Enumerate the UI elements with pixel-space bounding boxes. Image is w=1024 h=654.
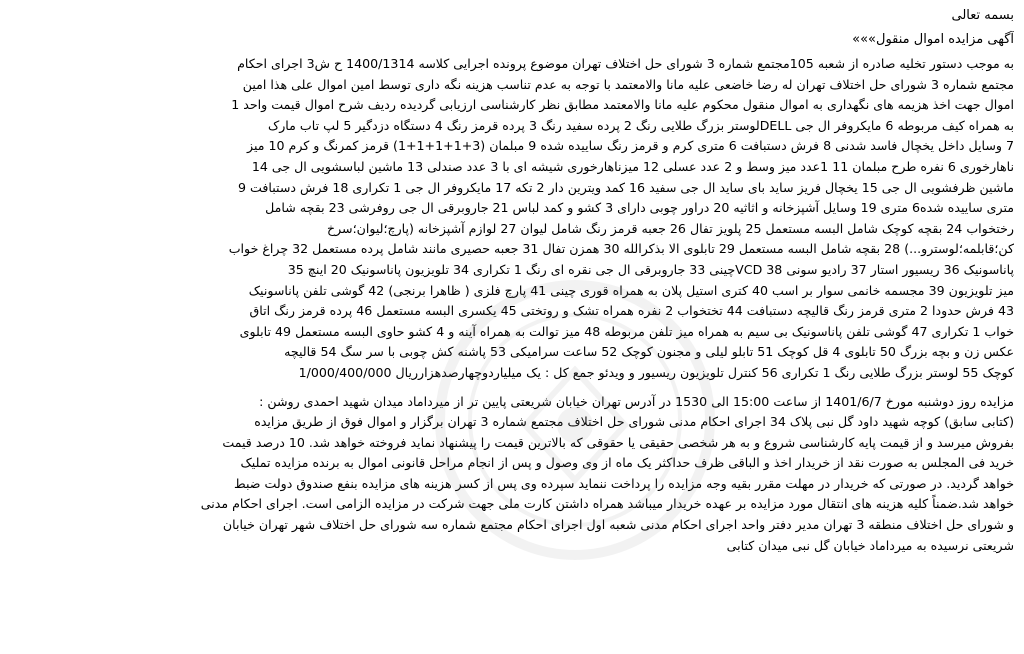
paragraph-line: 7 وسایل داخل یخچال فاسد شدنی 8 فرش دستبافت 6 متری کرم و قرمز رنگ ساییده شده 9 مبلمان (3+1+1+1+1) قرمز کمرنگ و کرم 10 میز <box>247 138 1014 154</box>
paragraph-line: بفروش میرسد و از قیمت پایه کارشناسی شروع و به هر شخصی حقیقی یا حقوقی که بالاترین قیمت را پیشنهاد نماید فروخته خواهد شد. 10 درصد قیمت <box>222 434 1014 450</box>
paragraph-line: و شورای حل اختلاف منطقه 3 تهران مدیر دفتر واحد اجرای احکام مدنی شعبه اول اجرای احکام مجتمع شماره سه شورای حل اختلاف شهر تهران خیابان <box>222 517 1014 533</box>
paragraph-line: خواب 1 تکراری 47 گوشی تلفن پاناسونیک بی سیم به همراه میز تلفن مربوطه 48 میز توالت به همراه آینه و 4 کشو حاوی البسه مستعمل 49 تابلوی <box>239 323 1014 339</box>
paragraph-line: خرید فی المجلس به صورت نقد از خریدار اخذ و الباقی ظرف حداکثر یک ماه از وی وصول و پس از انجام مراحل قانونی اموال به برنده مزایده تملیک <box>240 455 1014 471</box>
paragraph-line: به موجب دستور تخلیه صادره از شعبه 105مجتمع شماره 3 شورای حل اختلاف تهران موضوع پرونده اجرایی کلاسه 1400/1314 ح ش3 اجرای احکام <box>237 56 1014 71</box>
paragraph-line: (کتابی سابق) کوچه شهید داود گل نبی پلاک 34 اجرای احکام مدنی شورای حل اختلاف مجتمع شماره 3 تهران برگزار و اموال فوق از طریق مزایده <box>254 414 1014 430</box>
paragraph-line: عکس زن و بچه بزرگ 50 تابلوی 4 قل کوچک 51 تابلو لیلی و مجنون کوچک 52 ساعت سرامیکی 53 پاشنه کش چوبی با سر سگ 54 قالیچه <box>284 344 1014 360</box>
paragraph-line: متری ساییده شده6 متری 19 وسایل آشپزخانه و اثاثیه 20 دراور چوبی دارای 3 کشو و کمد لباس 21 جاروبرقی ال جی روفرشی 23 بقچه شامل <box>265 200 1014 216</box>
paragraph-line: میز تلویزیون 39 مجسمه خانمی سوار بر اسب 40 کتری استیل پلان به همراه قوری چینی 41 پارچ فلزی ( ظاهرا برنجی) 42 گوشی تلفن پاناسونیک <box>248 282 1014 298</box>
basmala-heading: بسمه تعالی <box>951 8 1014 23</box>
notice-paragraph-1 <box>10 54 1014 384</box>
paragraph-line: مجتمع شماره 3 شورای حل اختلاف تهران له رضا خاضعی علیه مانا والامعتمد با توجه به عدم تناسب هزینه نگه داری توسط امین اموال علی هذا امین <box>242 76 1014 92</box>
paragraph-line: رختخواب 24 بقچه کوچک شامل البسه مستعمل 25 پلویز تفال 26 جعبه قرمز رنگ شامل لیوان 27 لوازم آشپزخانه (پارچ؛لیوان؛سرخ <box>326 220 1014 236</box>
paragraph-line: مزایده روز دوشنبه مورخ 1401/6/7 از ساعت 15:00 الی 1530 در آدرس تهران خیابان شریعتی پایین تر از میرداماد میدان شهید احمدی روشن : <box>259 393 1014 409</box>
paragraph-line: خواهد گردید. در صورتی که خریدار در مهلت مقرر بقیه وجه مزایده را پرداخت ننماید سپرده وی پس از کسر هزینه های مزایده بنفع صندوق دولت ضبط <box>234 475 1014 491</box>
paragraph-line: ناهارخوری 6 نفره طرح مبلمان 11 1عدد میز وسط و 2 عدد عسلی 12 میزناهارخوری شیشه ای با 3 عدد صندلی 13 ماشین لباسشویی ال جی 14 <box>251 158 1014 174</box>
notice-paragraph-2 <box>10 392 1014 557</box>
paragraph-line: پاناسونیک 36 ریسیور استار 37 رادیو سونی 38 VCDچینی 33 جاروبرقی ال جی نقره ای رنگ 1 تکراری 34 تلویزیون پاناسونیک 20 اینچ 35 <box>287 261 1014 277</box>
paragraph-line: شریعتی نرسیده به میرداماد خیابان گل نبی میدان کتابی <box>726 537 1014 553</box>
paragraph-line: خواهد شد.ضمناً کلیه هزینه های انتقال مورد مزایده بر عهده خریدار میباشد همراه داشتن کارت ملی جهت شرکت در مزایده الزامی است. اجرای احکام مدنی <box>200 496 1014 512</box>
notice-title: آگهی مزایده اموال منقول»»» <box>852 32 1014 47</box>
paragraph-line: به همراه کیف مربوطه 6 مایکروفر ال جی DELLلوستر بزرگ طلایی رنگ 2 پرده سفید رنگ 3 پرده قرمز رنگ 4 دستگاه دزدگیر 5 لپ تاب مارک <box>267 117 1014 133</box>
paragraph-line: 43 فرش حدودا 2 متری قرمز رنگ قالیچه دستبافت 44 تختخواب 2 نفره همراه تشک و روتختی 45 یکسری البسه مستعمل 46 پرده قرمز رنگ اتاق <box>249 303 1014 319</box>
paragraph-line: ماشین ظرفشویی ال جی 15 یخچال فریز ساید بای ساید ال جی سفید 16 کمد ویترین دار 2 تکه 17 مایکروفر ال جی 1 تکراری 18 فرش دستبافت 9 <box>237 179 1014 195</box>
paragraph-line: کن؛قابلمه؛لوسترو...) 28 بقچه شامل البسه مستعمل 29 تابلوی الا بذکرالله 30 همزن تفال 31 جعبه حصیری مانند شامل پرده مستعمل 32 چراغ خواب <box>228 241 1014 257</box>
paragraph-line: کوچک 55 لوستر بزرگ طلایی رنگ 1 تکراری 56 کنترل تلویزیون ریسیور و ویدئو جمع کل : یک میلیاردوچهارصدهزارریال 1/000/400/000 <box>298 364 1014 380</box>
paragraph-line: اموال جهت اخذ هزیمه های نگهداری به اموال منقول محکوم علیه مانا والامعتمد مطابق نظر کارشناسی ارزیابی گردیده ردیف شرح اموال قیمت واحد 1 <box>231 97 1014 113</box>
